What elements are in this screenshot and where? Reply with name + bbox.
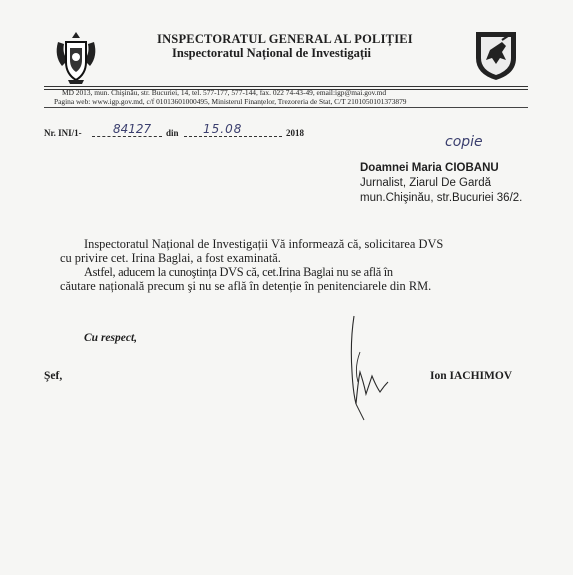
signatory-name: Ion IACHIMOV	[430, 370, 513, 382]
closing-regards: Cu respect,	[84, 332, 138, 344]
header-divider	[44, 107, 528, 108]
letter-body	[60, 237, 504, 293]
handwritten-signature	[340, 312, 400, 424]
recipient-address: mun.Chişinău, str.Bucuriei 36/2.	[360, 192, 523, 204]
contact-bank-line: Pagina web: www.igp.gov.md, c/f 01013601000495, Ministerul Finanțelor, Trezoreria de Stat, C/T 2101050101373879	[54, 97, 407, 106]
police-coat-of-arms-icon	[52, 30, 100, 86]
shield-emblem-icon	[472, 30, 520, 82]
signatory-role: Şef,	[44, 370, 63, 382]
body-paragraph: Inspectoratul Național de Investigații Vă informează că, solicitarea DVS	[84, 237, 444, 251]
recipient-block	[360, 161, 522, 206]
reference-din-label: din	[166, 128, 179, 138]
recipient-salutation: Doamnei	[360, 162, 409, 174]
body-paragraph-continuation: căutare națională precum şi nu se află în detenție în penitenciarele din RM.	[60, 279, 432, 293]
institution-subtitle: Inspectoratul Național de Investigații	[172, 46, 371, 60]
reference-nr-label: Nr. INI/1-	[44, 128, 82, 138]
contact-address-line: MD 2013, mun. Chişinău, str. Bucuriei, 14, tel. 577-177, 577-144, fax. 022 74-43-49, email:igp@mai.gov.md	[62, 88, 387, 97]
header-divider	[44, 86, 528, 87]
institution-title: INSPECTORATUL GENERAL AL POLIȚIEI	[157, 32, 413, 46]
copie-note: copie	[445, 134, 483, 150]
contact-info	[54, 88, 407, 106]
recipient-name: Maria CIOBANU	[411, 162, 499, 174]
body-paragraph: Astfel, aducem la cunoştința DVS că, cet.Irina Baglai nu se află în	[84, 265, 393, 279]
body-paragraph-continuation: cu privire cet. Irina Baglai, a fost examinată.	[60, 251, 281, 265]
reference-year: 2018	[286, 128, 304, 138]
reference-number: 84127	[113, 122, 152, 136]
reference-date: 15.08	[203, 122, 243, 136]
recipient-role: Jurnalist, Ziarul De Gardă	[360, 177, 492, 189]
